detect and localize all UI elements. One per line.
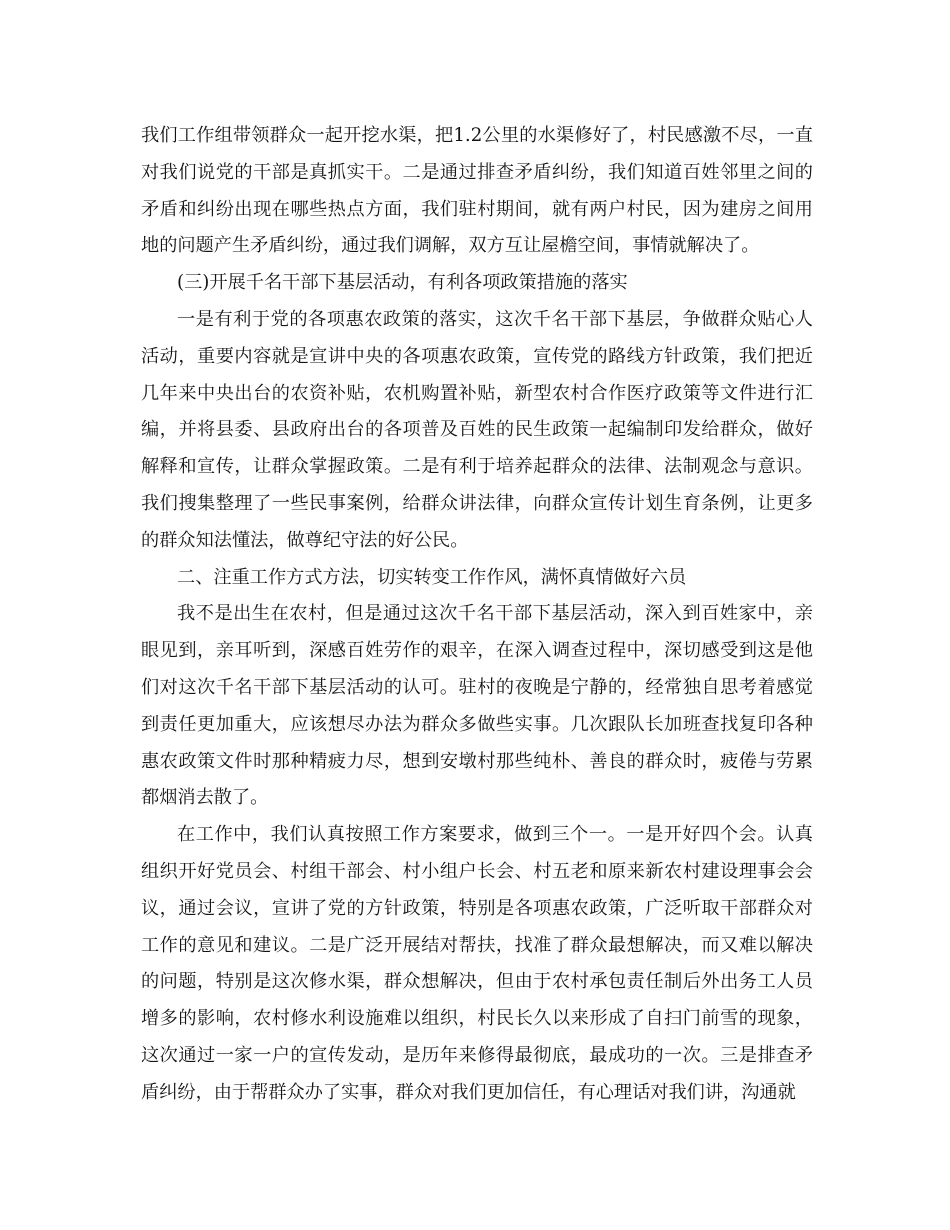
- paragraph-experience: 我不是出生在农村，但是通过这次千名干部下基层活动，深入到百姓家中，亲眼见到，亲耳听到，深感百姓劳作的艰辛，在深入调查过程中，深切感受到这是他们对这次千名干部下基层活动的认可。驻村的夜晚是宁静的，经常独自思考着感觉到责任更加重大，应该想尽办法为群众多做些实事。几次跟队长加班查找复印各种惠农政策文件时那种精疲力尽，想到安墩村那些纯朴、善良的群众时，疲倦与劳累都烟消去散了。: [141, 603, 813, 809]
- document-page: [141, 118, 813, 1112]
- section-heading-2: 二、注重工作方式方法，切实转变工作作风，满怀真情做好六员: [177, 566, 687, 588]
- paragraph-work: 在工作中，我们认真按照工作方案要求，做到三个一。一是开好四个会。认真组织开好党员会、村组干部会、村小组户长会、村五老和原来新农村建设理事会会议，通过会议，宣讲了党的方针政策，特别是各项惠农政策，广泛听取干部群众对工作的意见和建议。二是广泛开展结对帮扶，找准了群众最想解决，而又难以解决的问题，特别是这次修水渠，群众想解决，但由于农村承包责任制后外出务工人员增多的影响，农村修水利设施难以组织，村民长久以来形成了自扫门前雪的现象，这次通过一家一户的宣传发动，是历年来修得最彻底，最成功的一次。三是排查矛盾纠纷，由于帮群众办了实事，群众对我们更加信任，有心理话对我们讲，沟通就: [141, 824, 813, 1103]
- paragraph-policy: 一是有利于党的各项惠农政策的落实，这次千名干部下基层，争做群众贴心人活动，重要内容就是宣讲中央的各项惠农政策，宣传党的路线方针政策，我们把近几年来中央出台的农资补贴，农机购置补贴，新型农村合作医疗政策等文件进行汇编，并将县委、县政府出台的各项普及百姓的民生政策一起编制印发给群众，做好解释和宣传，让群众掌握政策。二是有利于培养起群众的法律、法制观念与意识。我们搜集整理了一些民事案例，给群众讲法律，向群众宣传计划生育条例，让更多的群众知法懂法，做尊纪守法的好公民。: [141, 308, 813, 551]
- section-heading-3: (三)开展千名干部下基层活动，有利各项政策措施的落实: [177, 272, 628, 294]
- paragraph-continued: 我们工作组带领群众一起开挖水渠，把1.2公里的水渠修好了，村民感激不尽，一直对我们说党的干部是真抓实干。二是通过排查矛盾纠纷，我们知道百姓邻里之间的矛盾和纠纷出现在哪些热点方面，我们驻村期间，就有两户村民，因为建房之间用地的问题产生矛盾纠纷，通过我们调解，双方互让屋檐空间，事情就解决了。: [141, 125, 813, 257]
